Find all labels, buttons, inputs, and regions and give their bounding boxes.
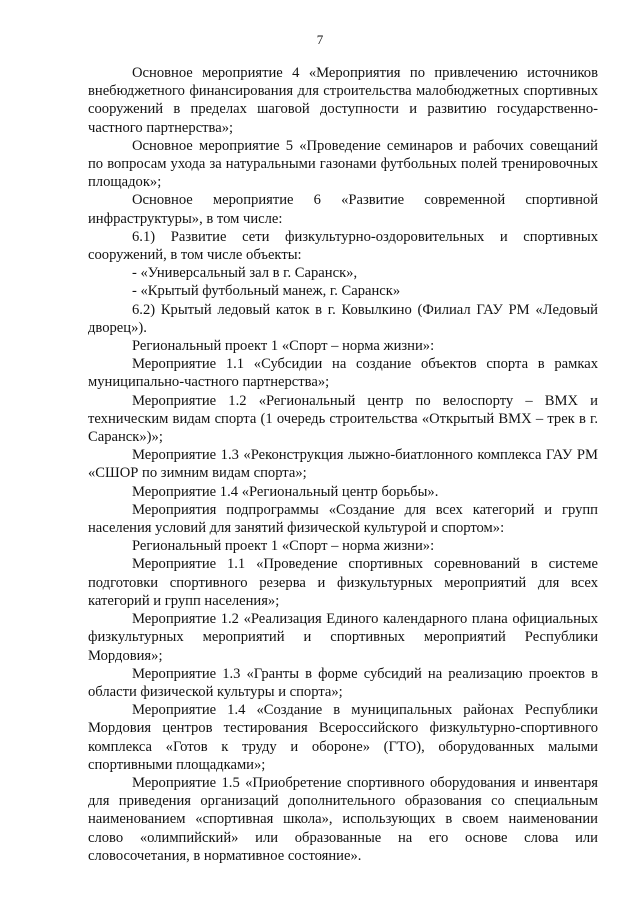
paragraph-measure-1-1: Мероприятие 1.1 «Субсидии на создание объектов спорта в рамках муниципально-частного партнерства»; <box>88 356 598 391</box>
paragraph-main-event-6: Основное мероприятие 6 «Развитие современной спортивной инфраструктуры», в том числе: <box>88 192 598 227</box>
paragraph-sub-measure-1-5: Мероприятие 1.5 «Приобретение спортивного оборудования и инвентаря для приведения организаций дополнительного образования со специальным наименованием «спортивная школа», использующих в своем наименовании слово «олимпийский» или образованные на его основе слова или словосочетания, в нормативное состояние». <box>88 774 598 864</box>
paragraph-item-6-2: 6.2) Крытый ледовый каток в г. Ковылкино (Филиал ГАУ РМ «Ледовый дворец»). <box>88 301 598 336</box>
paragraph-regional-project-1: Региональный проект 1 «Спорт – норма жизни»: <box>132 338 435 355</box>
paragraph-measure-1-2: Мероприятие 1.2 «Региональный центр по велоспорту – BMX и техническим видам спорта (1 очередь строительства «Открытый BMX – трек в г. Саранск»)»; <box>88 392 598 446</box>
paragraph-measure-1-4: Мероприятие 1.4 «Региональный центр борьбы». <box>132 483 439 500</box>
paragraph-sub-measure-1-4: Мероприятие 1.4 «Создание в муниципальных районах Республики Мордовия центров тестирования Всероссийского физкультурно-спортивного комплекса «Готов к труду и обороне» (ГТО), оборудованных малыми спортивными площадками»; <box>88 702 598 773</box>
paragraph-item-6-1: 6.1) Развитие сети физкультурно-оздоровительных и спортивных сооружений, в том числе объекты: <box>88 228 598 264</box>
paragraph-main-event-4: Основное мероприятие 4 «Мероприятия по привлечению источников внебюджетного финансирования для строительства малобюджетных спортивных сооружений в пределах шаговой доступности и развитию государственно-частного партнерства»; <box>88 65 598 136</box>
paragraph-subprogram-measures: Мероприятия подпрограммы «Создание для всех категорий и групп населения условий для занятий физической культурой и спортом»: <box>88 501 598 537</box>
paragraph-measure-1-3: Мероприятие 1.3 «Реконструкция лыжно-биатлонного комплекса ГАУ РМ «СШОР по зимним видам спорта»; <box>88 447 598 482</box>
paragraph-main-event-5: Основное мероприятие 5 «Проведение семинаров и рабочих совещаний по вопросам ухода за натуральными газонами футбольных полей тренировочных площадок»; <box>88 137 598 191</box>
paragraph-sub-measure-1-2: Мероприятие 1.2 «Реализация Единого календарного плана официальных физкультурных мероприятий и спортивных мероприятий Республики Мордовия»; <box>88 611 598 664</box>
paragraph-regional-project-1-second: Региональный проект 1 «Спорт – норма жизни»: <box>132 538 435 555</box>
paragraph-list-item-football-arena: - «Крытый футбольный манеж, г. Саранск» <box>132 283 401 300</box>
paragraph-sub-measure-1-3: Мероприятие 1.3 «Гранты в форме субсидий на реализацию проектов в области физической культуры и спорта»; <box>88 665 598 700</box>
paragraph-list-item-universal-hall: - «Универсальный зал в г. Саранск», <box>132 265 358 282</box>
document-body <box>88 64 598 865</box>
paragraph-sub-measure-1-1: Мероприятие 1.1 «Проведение спортивных соревнований в системе подготовки спортивного резерва и физкультурных мероприятий для всех категорий и групп населения»; <box>88 556 598 609</box>
page-number: 7 <box>316 32 324 47</box>
